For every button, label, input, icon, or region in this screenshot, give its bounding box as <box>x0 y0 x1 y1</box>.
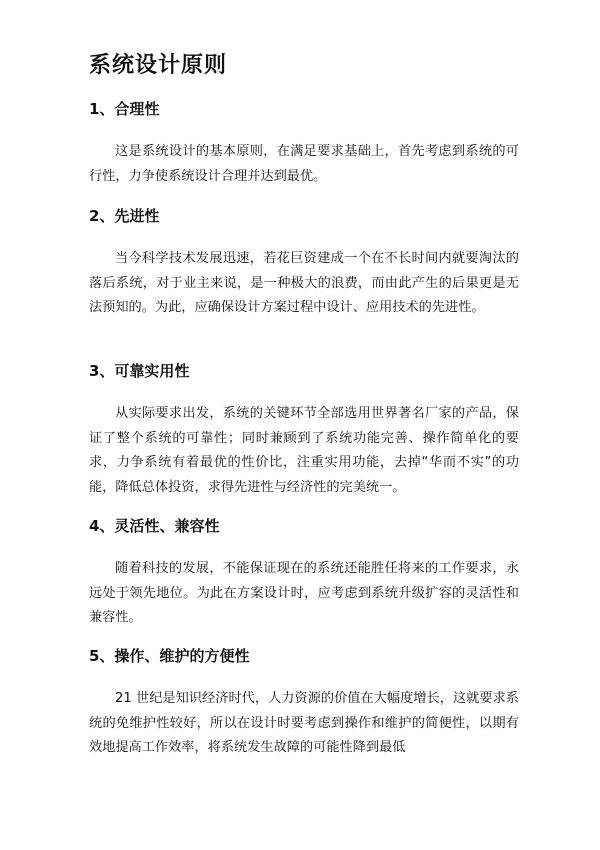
section-body: 21 世纪是知识经济时代，人力资源的价值在大幅度增长，这就要求系统的免维护性较好，所以在设计时要考虑到操作和维护的简便性，以期有效地提高工作效率，将系统发生故障的可能性降到最低 <box>89 691 519 755</box>
section-body: 从实际要求出发，系统的关键环节全部选用世界著名厂家的产品，保证了整个系统的可靠性；同时兼顾到了系统功能完善、操作简单化的要求，力争系统有着最优的性价比，注重实用功能，去掉“华而不实”的功能，降低总体投资，求得先进性与经济性的完美统一。 <box>89 406 519 495</box>
section-heading: 3、可靠实用性 <box>89 362 190 380</box>
section-heading: 1、合理性 <box>89 100 160 118</box>
section-heading: 5、操作、维护的方便性 <box>89 647 250 665</box>
section-body: 当今科学技术发展迅速，若花巨资建成一个在不长时间内就要淘汰的落后系统，对于业主来说，是一种极大的浪费，而由此产生的后果更是无法预知的。为此，应确保设计方案过程中设计、应用技术的先进性。 <box>89 251 519 315</box>
section-advancement <box>89 205 519 321</box>
section-heading: 2、先进性 <box>89 207 160 225</box>
section-rationality <box>89 98 519 189</box>
section-reliability <box>89 360 519 500</box>
section-body: 随着科技的发展，不能保证现在的系统还能胜任将来的工作要求，永远处于领先地位。为此在方案设计时，应考虑到系统升级扩容的灵活性和兼容性。 <box>89 561 519 625</box>
document-title: 系统设计原则 <box>89 53 228 78</box>
section-heading: 4、灵活性、兼容性 <box>89 517 220 535</box>
section-maintainability <box>89 645 519 761</box>
section-flexibility <box>89 515 519 631</box>
section-body: 这是系统设计的基本原则，在满足要求基础上，首先考虑到系统的可行性，力争使系统设计合理并达到最优。 <box>89 144 519 184</box>
